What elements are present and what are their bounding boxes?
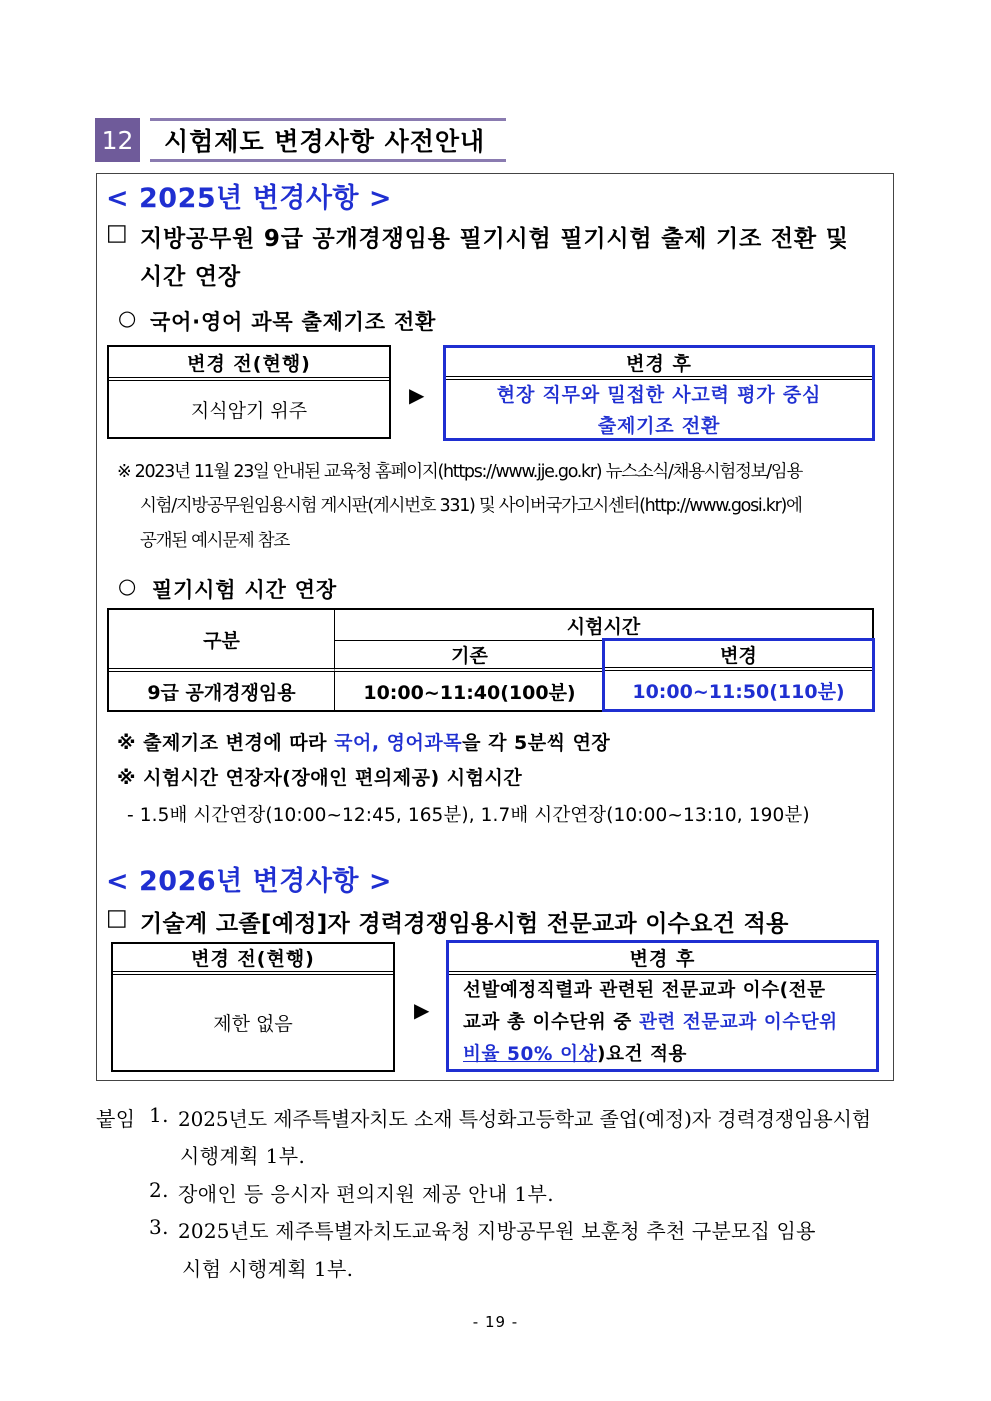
note-accommodation-detail: - 1.5배 시간연장(10:00~12:45, 165분), 1.7배 시간연장(10:00~13:10, 190분) [127, 805, 810, 826]
th-exam-time: 시험시간 [335, 610, 872, 641]
changed-time-column [602, 638, 875, 712]
note-line2: 시험/지방공무원임용시험 게시판(게시번호 331) 및 사이버국가고시센터(http://www.gosi.kr)에 [140, 496, 802, 516]
attachment-3-num: 3. [149, 1215, 169, 1239]
note-extension-suffix: 을 각 5분씩 연장 [462, 732, 611, 754]
attachment-1-line1: 2025년도 제주특별자치도 소재 특성화고등학교 졸업(예정)자 경력경쟁임용시험 [178, 1107, 872, 1131]
attachment-3-line1: 2025년도 제주특별자치도교육청 지방공무원 보훈청 추천 구분모집 임용 [178, 1219, 816, 1243]
sub2-marker: ○ [118, 574, 138, 598]
td-before: 10:00~11:40(100분) [335, 672, 605, 710]
section-title: 시험제도 변경사항 사전안내 [150, 118, 506, 162]
before-box-2025 [107, 345, 391, 439]
heading-2026: < 2026년 변경사항 > [106, 866, 393, 897]
note-extension [117, 728, 610, 755]
before-body-2026: 제한 없음 [213, 1013, 293, 1035]
sub1-marker: ○ [118, 306, 138, 330]
after-header-2026: 변경 후 [449, 943, 876, 975]
item-marker-2025: □ [106, 220, 129, 246]
after-line3 [463, 1039, 876, 1071]
item-marker-2026: □ [106, 905, 129, 931]
after-box-2026 [446, 940, 879, 1072]
section-number: 12 [95, 118, 140, 162]
sub2-title: 필기시험 시간 연장 [152, 578, 337, 602]
note-line3: 공개된 예시문제 참조 [140, 531, 289, 551]
td-row-label: 9급 공개경쟁임용 [109, 672, 335, 710]
after-line2 [463, 1007, 876, 1039]
attachment-1-line2: 시행계획 1부. [180, 1144, 306, 1168]
sub1-title: 국어·영어 과목 출제기조 전환 [150, 310, 437, 334]
before-header: 변경 전(현행) [109, 347, 389, 381]
th-before: 기존 [335, 641, 605, 672]
arrow-icon: ▶ [409, 383, 425, 407]
th-after: 변경 [605, 641, 872, 671]
attachment-label: 붙임 [96, 1107, 136, 1131]
before-box-2026 [111, 942, 395, 1072]
note-line1: ※ 2023년 11월 23일 안내된 교육청 홈페이지(https://www.jje.go.kr) 뉴스소식/채용시험정보/임용 [117, 462, 803, 482]
note-extension-highlight: 국어, 영어과목 [334, 732, 463, 754]
heading-2025: < 2025년 변경사항 > [106, 183, 393, 214]
before-header-2026: 변경 전(현행) [113, 944, 393, 975]
arrow-icon-2026: ▶ [414, 998, 430, 1022]
after-body-2026 [449, 975, 876, 1071]
after-box-2025 [443, 345, 875, 441]
after-line2-plain: 교과 총 이수단위 중 [463, 1012, 639, 1033]
after-line2-highlight: 관련 전문교과 이수단위 [638, 1012, 838, 1033]
attachment-2-num: 2. [149, 1178, 169, 1202]
after-header: 변경 후 [446, 348, 872, 380]
after-line3-highlight: 비율 50% 이상 [463, 1044, 598, 1065]
th-category: 구분 [109, 610, 335, 672]
attachment-1-num: 1. [149, 1103, 169, 1127]
after-line3-suffix: )요건 적용 [597, 1044, 688, 1065]
attachment-2-line1: 장애인 등 응시자 편의지원 제공 안내 1부. [178, 1182, 554, 1206]
attachment-3-line2: 시험 시행계획 1부. [182, 1257, 354, 1281]
after-body [446, 380, 872, 442]
after-body-line1: 현장 직무와 밀접한 사고력 평가 중심 [496, 384, 822, 406]
item-title-2025-line1: 지방공무원 9급 공개경쟁임용 필기시험 필기시험 출제 기조 전환 및 [140, 226, 849, 252]
note-extension-prefix: ※ 출제기조 변경에 따라 [117, 732, 335, 754]
item-title-2025-line2: 시간 연장 [140, 264, 241, 290]
td-after: 10:00~11:50(110분) [632, 680, 845, 703]
note-accommodation: ※ 시험시간 연장자(장애인 편의제공) 시험시간 [117, 767, 523, 789]
page-number: - 19 - [472, 1313, 519, 1331]
item-title-2026: 기술계 고졸[예정]자 경력경쟁임용시험 전문교과 이수요건 적용 [140, 911, 789, 937]
before-body: 지식암기 위주 [190, 399, 308, 422]
after-line1: 선발예정직렬과 관련된 전문교과 이수(전문 [463, 980, 826, 1001]
after-body-line2: 출제기조 전환 [597, 415, 721, 437]
